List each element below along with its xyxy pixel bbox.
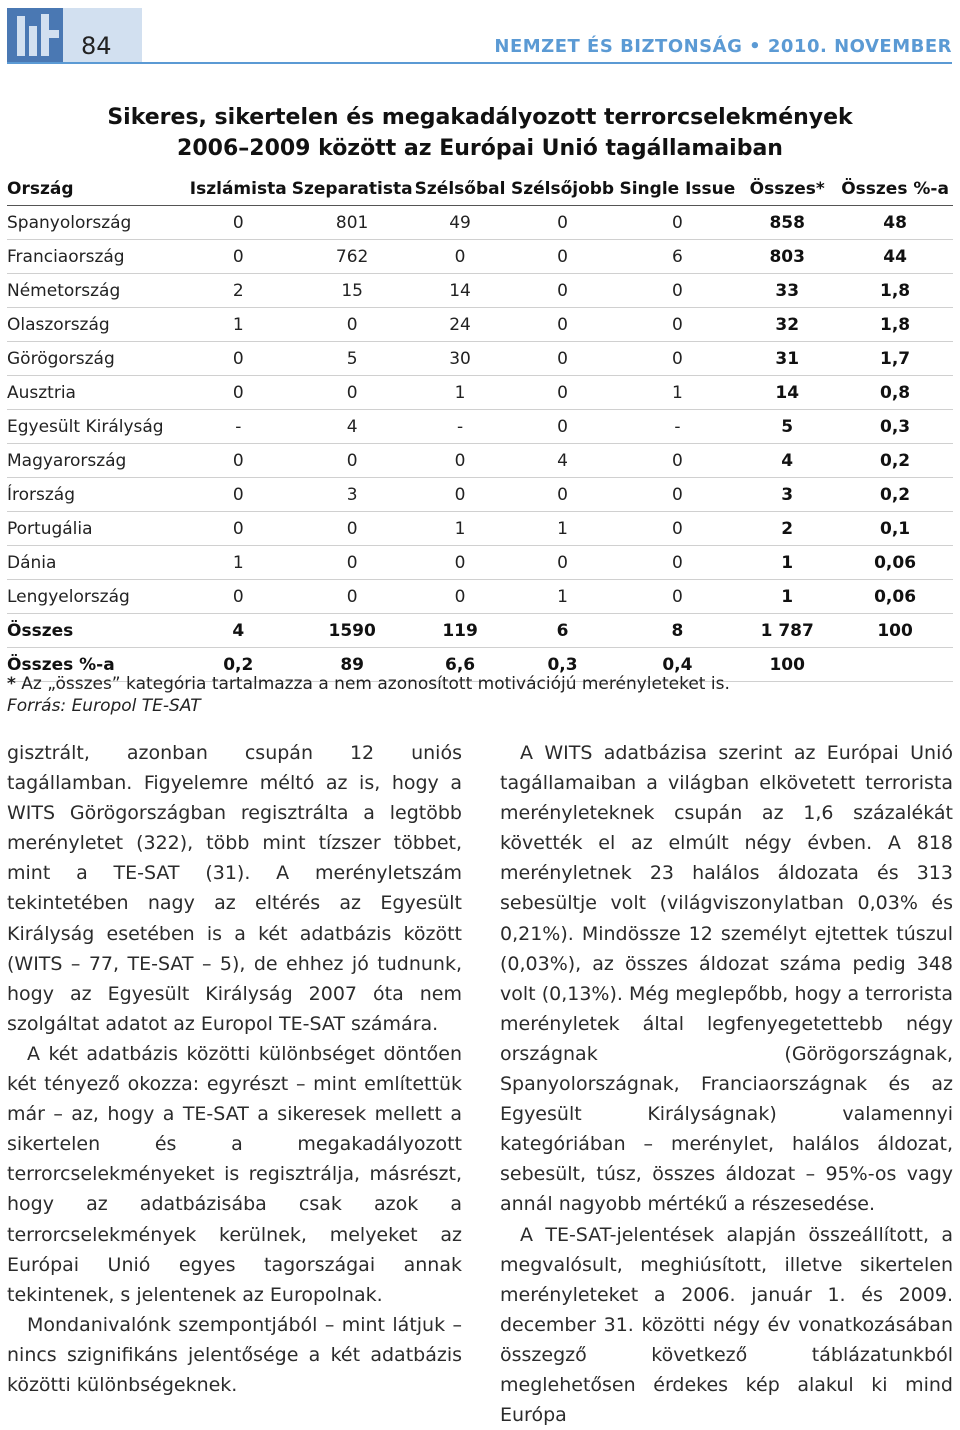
table-cell: 6 — [618, 240, 738, 274]
table-row — [7, 478, 953, 512]
table-cell: 1 — [413, 512, 508, 546]
table-cell: 0 — [185, 342, 292, 376]
table-cell: 1590 — [292, 614, 413, 648]
table-cell: 30 — [413, 342, 508, 376]
table-cell: 2 — [185, 274, 292, 308]
table-cell: 48 — [837, 206, 953, 240]
table-title-line-2: 2006–2009 között az Európai Unió tagállamaiban — [0, 133, 960, 164]
table-cell: 1 — [508, 512, 618, 546]
table-row — [7, 546, 953, 580]
table-cell: 0 — [618, 580, 738, 614]
terror-statistics-table — [7, 172, 953, 682]
table-cell: 1 — [508, 580, 618, 614]
table-cell: 32 — [737, 308, 837, 342]
footnote — [7, 672, 730, 696]
table-cell: 0 — [185, 376, 292, 410]
table-cell: 0,2 — [837, 444, 953, 478]
left-text-column — [7, 738, 462, 1400]
source-note: Forrás: Europol TE-SAT — [7, 696, 201, 716]
table-cell: 1,7 — [837, 342, 953, 376]
table-cell: 1 — [185, 308, 292, 342]
table-cell: 31 — [737, 342, 837, 376]
table-cell: 1 — [618, 376, 738, 410]
table-cell: 858 — [737, 206, 837, 240]
table-cell: Dánia — [7, 546, 185, 580]
left-paragraph-2: A két adatbázis közötti különbséget döntően két tényező okozza: egyrészt – mint említettük már – az, hogy a TE-SAT a sikeresek mellett a sikertelen és a megakadályozott terrorcselekményeket is regisztrálja, másrészt, hogy az adatbázisába csak azok a terrorcselekmények kerülnek, melyeket az Európai Unió egyes tagországai annak tekintenek, s jelentenek az Europolnak. — [7, 1039, 462, 1310]
table-cell: 0 — [413, 580, 508, 614]
table-cell: 0 — [618, 478, 738, 512]
table-cell: 4 — [737, 444, 837, 478]
running-title: NEMZET ÉS BIZTONSÁG • 2010. NOVEMBER — [494, 36, 952, 57]
table-cell: 6 — [508, 614, 618, 648]
table-cell: 100 — [837, 614, 953, 648]
nb-logo-icon — [7, 8, 63, 62]
table-cell: 0,1 — [837, 512, 953, 546]
table-cell: 0,06 — [837, 580, 953, 614]
table-row — [7, 240, 953, 274]
table-cell: Portugália — [7, 512, 185, 546]
table-cell: 0,3 — [508, 648, 618, 682]
table-cell: 0 — [185, 206, 292, 240]
table-cell: 0,2 — [185, 648, 292, 682]
column-header: Összes* — [737, 172, 837, 206]
footnote-star: * — [7, 674, 16, 694]
table-cell: 49 — [413, 206, 508, 240]
table-cell: 0,8 — [837, 376, 953, 410]
publication-logo — [7, 8, 142, 62]
table-title-line-1: Sikeres, sikertelen és megakadályozott terrorcselekmények — [0, 102, 960, 133]
table-cell: Ausztria — [7, 376, 185, 410]
table-cell: 119 — [413, 614, 508, 648]
table-cell: 8 — [618, 614, 738, 648]
table-cell: 1,8 — [837, 274, 953, 308]
table-cell: 100 — [737, 648, 837, 682]
table-cell: 6,6 — [413, 648, 508, 682]
table-cell: 0 — [185, 512, 292, 546]
table-cell: 0 — [508, 376, 618, 410]
table-row — [7, 410, 953, 444]
table-row — [7, 342, 953, 376]
table-cell: 801 — [292, 206, 413, 240]
table-cell: 803 — [737, 240, 837, 274]
table-row — [7, 206, 953, 240]
table-cell: 3 — [292, 478, 413, 512]
table-cell: - — [185, 410, 292, 444]
column-header: Összes %-a — [837, 172, 953, 206]
table-cell: 0 — [618, 444, 738, 478]
table-cell: 0 — [413, 444, 508, 478]
table-cell: 0 — [185, 240, 292, 274]
table-title — [0, 102, 960, 164]
table-row — [7, 274, 953, 308]
table-cell: - — [618, 410, 738, 444]
table-cell: Görögország — [7, 342, 185, 376]
table-cell: 0 — [413, 478, 508, 512]
table-cell: 4 — [508, 444, 618, 478]
table-header-row — [7, 172, 953, 206]
right-paragraph-1: A WITS adatbázisa szerint az Európai Unió tagállamaiban a világban elkövetett terrorista merényleteknek csupán az 1,6 százalékát követték el az elmúlt négy évben. A 818 merényletnek 23 halálos áldozata és 313 sebesültje volt (világviszonylatban 0,03% és 0,21%). Mindössze 12 személyt ejtettek túszul (0,03%), az összes áldozat száma pedig 348 volt (0,13%). Még meglepőbb, hogy a terrorista merényletek által legfenyegetettebb négy országnak (Görögországnak, Spanyolországnak, Franciaországnak és az Egyesült Királyságnak) valamennyi kategóriában – merénylet, halálos áldozat, sebesült, túsz, összes áldozat – 95%-os vagy annál nagyobb mértékű a részesedése. — [500, 738, 953, 1220]
table-cell: 0 — [508, 308, 618, 342]
column-header: Single Issue — [618, 172, 738, 206]
header-rule — [7, 62, 952, 64]
table-cell: 762 — [292, 240, 413, 274]
table-cell: 0 — [508, 240, 618, 274]
table-cell: 0 — [508, 478, 618, 512]
table-row — [7, 512, 953, 546]
table-cell: 0 — [618, 512, 738, 546]
table-cell: 1 — [737, 580, 837, 614]
table-cell: 0 — [185, 478, 292, 512]
table-cell: Összes %-a — [7, 648, 185, 682]
left-paragraph-3: Mondanivalónk szempontjából – mint látjuk – nincs szignifikáns jelentősége a két adatbázis közötti különbségeknek. — [7, 1310, 462, 1400]
table-cell: 0 — [618, 274, 738, 308]
table-cell: Spanyolország — [7, 206, 185, 240]
table-cell: 14 — [413, 274, 508, 308]
table-cell: 0 — [292, 546, 413, 580]
column-header: Iszlámista — [185, 172, 292, 206]
table-cell: 0,06 — [837, 546, 953, 580]
table-cell: 0 — [618, 546, 738, 580]
table-cell: 5 — [737, 410, 837, 444]
table-cell: 0 — [292, 376, 413, 410]
table-cell: 15 — [292, 274, 413, 308]
table-cell: 0 — [413, 546, 508, 580]
table-cell: 0,3 — [837, 410, 953, 444]
table-cell: - — [413, 410, 508, 444]
table-cell: 44 — [837, 240, 953, 274]
page-number: 84 — [81, 32, 112, 60]
table-cell: 0 — [292, 444, 413, 478]
table-cell: Írország — [7, 478, 185, 512]
column-header: Szélsőjobb — [508, 172, 618, 206]
table-row — [7, 376, 953, 410]
table-cell: 0 — [508, 274, 618, 308]
table-row — [7, 444, 953, 478]
table-cell: 3 — [737, 478, 837, 512]
table-cell: 0 — [508, 410, 618, 444]
table-cell: 1 — [737, 546, 837, 580]
table-row — [7, 580, 953, 614]
table-cell: 89 — [292, 648, 413, 682]
total-row — [7, 614, 953, 648]
table-cell: 1 — [413, 376, 508, 410]
table-cell: 0 — [508, 546, 618, 580]
table-cell: 0 — [292, 580, 413, 614]
table-cell: 1 787 — [737, 614, 837, 648]
table-cell: 0 — [508, 206, 618, 240]
table-cell: Olaszország — [7, 308, 185, 342]
table-cell: 0 — [185, 444, 292, 478]
table-cell — [837, 648, 953, 682]
table-cell: Összes — [7, 614, 185, 648]
table-cell: 0 — [292, 512, 413, 546]
table-cell: 4 — [292, 410, 413, 444]
table-cell: 4 — [185, 614, 292, 648]
table-cell: 0 — [508, 342, 618, 376]
table-cell: 5 — [292, 342, 413, 376]
table-cell: 1 — [185, 546, 292, 580]
left-paragraph-1: gisztrált, azonban csupán 12 uniós tagállamban. Figyelemre méltó az is, hogy a WITS Görögországban regisztrálta a legtöbb merényletet (322), több mint tízszer többet, mint a TE-SAT (31). A merényletszám tekintetében nagy az eltérés az Egyesült Királyság esetében is a két adatbázis között (WITS – 77, TE-SAT – 5), de ehhez jó tudnunk, hogy az Egyesült Királyság 2007 óta nem szolgáltat adatot az Europol TE-SAT számára. — [7, 738, 462, 1039]
table-cell: 0 — [292, 308, 413, 342]
table-cell: Magyarország — [7, 444, 185, 478]
table-cell: 24 — [413, 308, 508, 342]
table-cell: 1,8 — [837, 308, 953, 342]
table-cell: Egyesült Királyság — [7, 410, 185, 444]
table-cell: 0,2 — [837, 478, 953, 512]
column-header: Szélsőbal — [413, 172, 508, 206]
table-cell: 0 — [413, 240, 508, 274]
table-cell: 2 — [737, 512, 837, 546]
table-cell: Lengyelország — [7, 580, 185, 614]
table-cell: 14 — [737, 376, 837, 410]
table-row — [7, 308, 953, 342]
table-cell: 0 — [618, 308, 738, 342]
right-text-column — [500, 738, 953, 1430]
table-cell: 33 — [737, 274, 837, 308]
footnote-text: Az „összes” kategória tartalmazza a nem azonosított motivációjú merényleteket is. — [16, 674, 730, 694]
table-cell: Németország — [7, 274, 185, 308]
table-cell: Franciaország — [7, 240, 185, 274]
table-cell: 0 — [618, 206, 738, 240]
right-paragraph-2: A TE-SAT-jelentések alapján összeállított, a megvalósult, meghiúsított, illetve sikertelen merényleteket a 2006. január 1. és 2009. december 31. közötti négy év vonatkozásában összegző következő táblázatunkból meglehetősen érdekes kép alakul ki mind Európa — [500, 1220, 953, 1430]
column-header: Szeparatista — [292, 172, 413, 206]
table-cell: 0 — [185, 580, 292, 614]
table-cell: 0,4 — [618, 648, 738, 682]
table-cell: 0 — [618, 342, 738, 376]
column-header: Ország — [7, 172, 185, 206]
